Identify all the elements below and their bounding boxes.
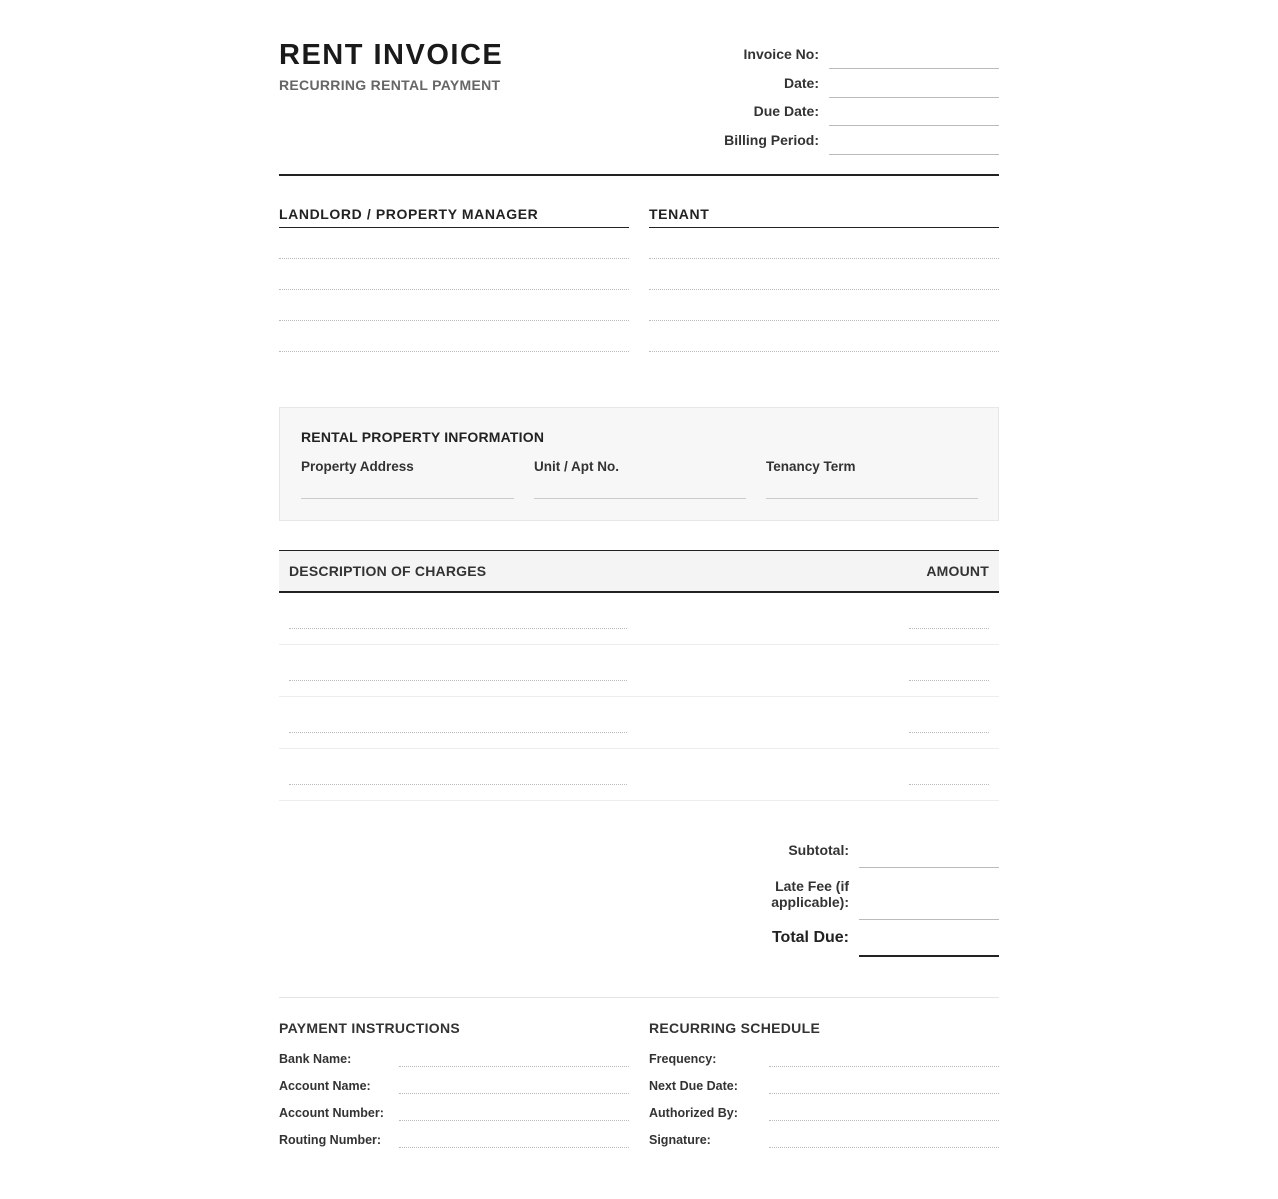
tenant-line[interactable] — [649, 228, 999, 259]
total-due-field[interactable] — [859, 955, 999, 957]
charges-table — [279, 550, 999, 801]
charges-header — [279, 550, 999, 593]
tenancy-term-input[interactable] — [766, 498, 978, 499]
footer-divider — [279, 997, 999, 998]
next-due-date-field[interactable] — [769, 1093, 999, 1094]
invoice-no-row — [679, 40, 999, 69]
charge-amount-input[interactable] — [909, 784, 989, 785]
frequency-field[interactable] — [769, 1066, 999, 1067]
invoice-title: RENT INVOICE — [279, 39, 504, 71]
charge-description-input[interactable] — [289, 732, 627, 733]
authorized-by-label: Authorized By: — [649, 1106, 738, 1120]
table-row — [279, 697, 999, 749]
billing-period-field[interactable] — [829, 154, 999, 155]
frequency-row — [649, 1042, 999, 1069]
unit-field — [534, 459, 746, 499]
payment-instructions — [279, 1020, 629, 1150]
charge-description-input[interactable] — [289, 784, 627, 785]
tenant-line[interactable] — [649, 259, 999, 290]
next-due-date-label: Next Due Date: — [649, 1079, 738, 1093]
invoice-no-label: Invoice No: — [743, 46, 819, 62]
tenancy-term-field — [766, 459, 978, 499]
date-label: Date: — [783, 74, 819, 91]
recurring-schedule — [649, 1020, 999, 1150]
charge-amount-input[interactable] — [909, 732, 989, 733]
property-address-label: Property Address — [301, 459, 414, 474]
invoice-subtitle: RECURRING RENTAL PAYMENT — [279, 77, 501, 93]
charge-description-input[interactable] — [289, 628, 627, 629]
table-row — [279, 749, 999, 801]
tenancy-term-label: Tenancy Term — [766, 459, 856, 474]
authorized-by-row — [649, 1096, 999, 1123]
rental-property-info — [279, 407, 999, 521]
account-name-field[interactable] — [399, 1093, 629, 1094]
charge-amount-input[interactable] — [909, 628, 989, 629]
account-number-row — [279, 1096, 629, 1123]
next-due-date-row — [649, 1069, 999, 1096]
authorized-by-field[interactable] — [769, 1120, 999, 1121]
landlord-line[interactable] — [279, 321, 629, 352]
bank-name-field[interactable] — [399, 1066, 629, 1067]
charge-description-input[interactable] — [289, 680, 627, 681]
table-row — [279, 593, 999, 645]
bank-name-label: Bank Name: — [279, 1052, 352, 1066]
total-due-label: Total Due: — [771, 929, 849, 946]
tenant-title: TENANT — [649, 200, 999, 228]
late-fee-row — [699, 868, 999, 920]
description-header: DESCRIPTION OF CHARGES — [289, 563, 487, 579]
property-info-title: RENTAL PROPERTY INFORMATION — [301, 429, 545, 445]
billing-period-label: Billing Period: — [724, 131, 819, 148]
routing-number-field[interactable] — [399, 1147, 629, 1148]
amount-header: AMOUNT — [926, 563, 989, 579]
tenant-line[interactable] — [649, 290, 999, 321]
landlord-section — [279, 200, 629, 352]
tenant-line[interactable] — [649, 321, 999, 352]
property-address-field — [301, 459, 514, 499]
account-number-label: Account Number: — [279, 1106, 384, 1120]
late-fee-label: Late Fee (if applicable): — [771, 878, 849, 910]
date-row — [679, 69, 999, 98]
subtotal-label: Subtotal: — [788, 842, 849, 858]
charge-amount-input[interactable] — [909, 680, 989, 681]
account-name-label: Account Name: — [279, 1079, 371, 1093]
routing-number-row — [279, 1123, 629, 1150]
account-number-field[interactable] — [399, 1120, 629, 1121]
invoice-page — [279, 0, 999, 1199]
due-date-row — [679, 97, 999, 126]
tenant-section — [649, 200, 999, 352]
account-name-row — [279, 1069, 629, 1096]
routing-number-label: Routing Number: — [279, 1133, 382, 1147]
landlord-line[interactable] — [279, 290, 629, 321]
frequency-label: Frequency: — [649, 1052, 717, 1066]
header-divider — [279, 174, 999, 176]
unit-input[interactable] — [534, 498, 746, 499]
invoice-meta — [679, 40, 999, 154]
table-row — [279, 645, 999, 697]
bank-name-row — [279, 1042, 629, 1069]
payment-instructions-title: PAYMENT INSTRUCTIONS — [279, 1020, 461, 1036]
signature-field[interactable] — [769, 1147, 999, 1148]
billing-period-row — [679, 126, 999, 155]
recurring-schedule-title: RECURRING SCHEDULE — [649, 1020, 821, 1036]
signature-row — [649, 1123, 999, 1150]
totals-section — [699, 836, 999, 960]
total-due-row — [699, 920, 999, 960]
unit-label: Unit / Apt No. — [534, 459, 619, 474]
subtotal-row — [699, 836, 999, 868]
signature-label: Signature: — [649, 1133, 711, 1147]
property-address-input[interactable] — [301, 498, 514, 499]
landlord-line[interactable] — [279, 259, 629, 290]
due-date-label: Due Date: — [753, 103, 819, 119]
landlord-title: LANDLORD / PROPERTY MANAGER — [279, 200, 629, 228]
landlord-line[interactable] — [279, 228, 629, 259]
